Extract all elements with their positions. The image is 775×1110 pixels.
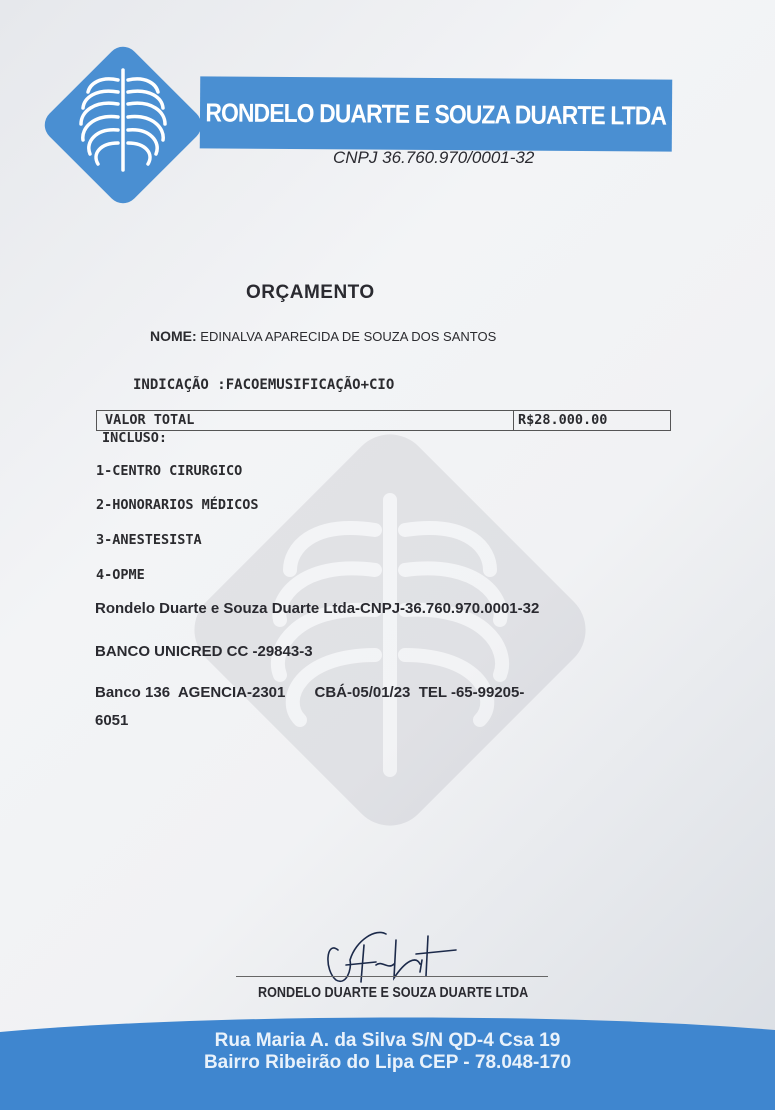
signature-line xyxy=(236,976,548,977)
document-title: ORÇAMENTO xyxy=(246,282,375,303)
address-line-1: Rua Maria A. da Silva S/N QD-4 Csa 19 xyxy=(214,1030,561,1051)
patient-name: EDINALVA APARECIDA DE SOUZA DOS SANTOS xyxy=(200,329,497,344)
payment-bank-line: BANCO UNICRED CC -29843-3 xyxy=(95,643,313,660)
total-value: R$28.000.00 xyxy=(518,412,608,428)
total-value-table xyxy=(96,410,671,431)
signature-company-name: RONDELO DUARTE E SOUZA DUARTE LTDA xyxy=(258,984,529,1001)
list-item: 1-CENTRO CIRURGICO xyxy=(96,463,243,479)
signature-block xyxy=(236,920,548,1012)
patient-name-row xyxy=(150,328,496,344)
payment-phone-line: 6051 xyxy=(95,712,129,729)
table-divider xyxy=(513,411,514,430)
total-label: VALOR TOTAL xyxy=(105,412,195,428)
indication: INDICAÇÃO :FACOEMUSIFICAÇÃO+CIO xyxy=(133,377,395,393)
list-item: 3-ANESTESISTA xyxy=(96,532,202,548)
handwritten-signature xyxy=(316,920,466,990)
company-cnpj: CNPJ 36.760.970/0001-32 xyxy=(333,148,535,167)
company-name: RONDELO DUARTE E SOUZA DUARTE LTDA xyxy=(205,96,667,131)
logo-rib-cage-icon xyxy=(38,40,208,210)
footer-address xyxy=(0,1030,775,1074)
company-banner xyxy=(200,76,672,151)
payment-agency-line: Banco 136 AGENCIA-2301 CBÁ-05/01/23 TEL -65-99205- xyxy=(95,684,525,701)
payment-company-line: Rondelo Duarte e Souza Duarte Ltda-CNPJ-36.760.970.0001-32 xyxy=(95,600,540,617)
name-label: NOME: xyxy=(150,328,197,344)
list-item: 2-HONORARIOS MÉDICOS xyxy=(96,497,259,513)
included-header: INCLUSO: xyxy=(102,430,168,446)
list-item: 4-OPME xyxy=(96,567,145,583)
address-line-2: Bairro Ribeirão do Lipa CEP - 78.048-170 xyxy=(203,1052,572,1073)
